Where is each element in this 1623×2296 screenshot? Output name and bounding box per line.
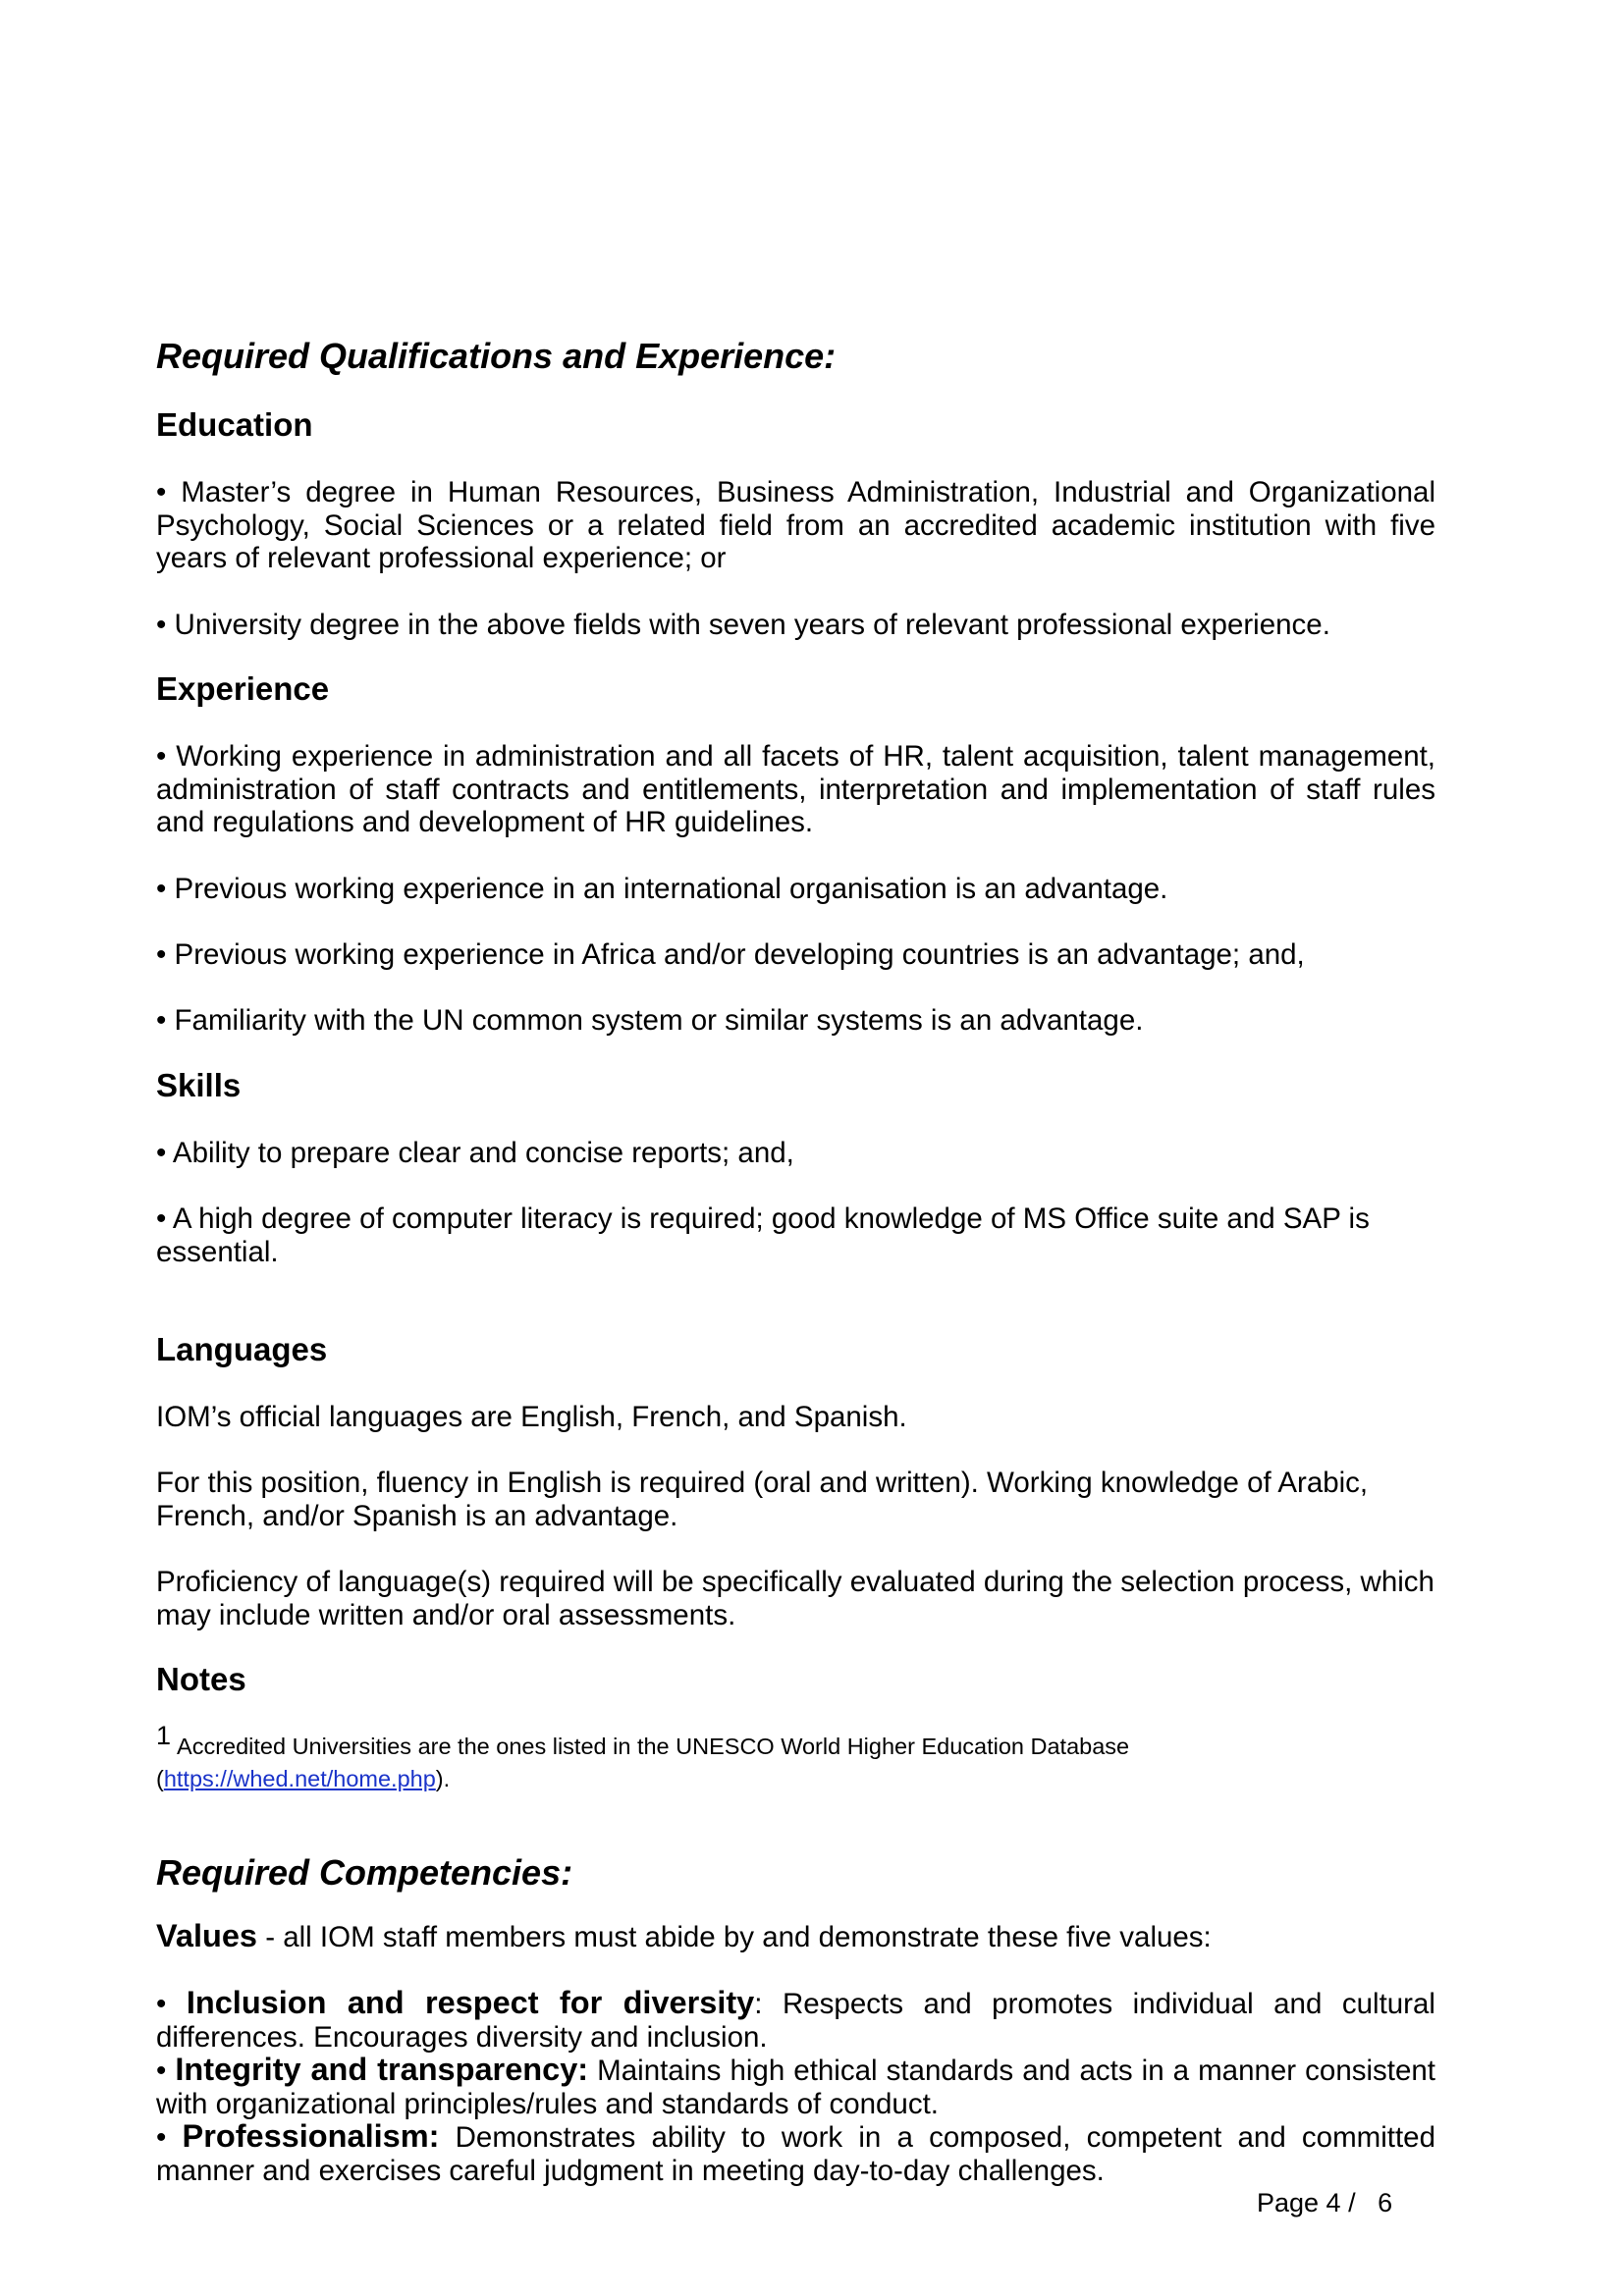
value-text: Maintains high ethical standards and acts in a manner consistent with organizational principles/rules and standards of conduct. — [156, 2055, 1435, 2120]
heading-languages: Languages — [156, 1331, 328, 1367]
heading-skills: Skills — [156, 1067, 242, 1103]
page-label: Page 4 / — [1257, 2188, 1356, 2217]
page-number — [1257, 2188, 1392, 2217]
page-total: 6 — [1378, 2188, 1393, 2217]
value-separator: : — [754, 1988, 783, 2020]
value-term: Inclusion and respect for diversity — [186, 1985, 755, 2020]
value-term: Integrity and transparency: — [175, 2052, 589, 2087]
skills-item: • A high degree of computer literacy is required; good knowledge of MS Office suite and SAP is essential. — [156, 1202, 1370, 1268]
values-intro-text: - all IOM staff members must abide by and demonstrate these five values: — [257, 1921, 1212, 1953]
values-heading: Values — [156, 1918, 257, 1953]
languages-item: IOM’s official languages are English, French, and Spanish. — [156, 1401, 907, 1433]
values-intro — [156, 1920, 1435, 1954]
skills-item: • Ability to prepare clear and concise reports; and, — [156, 1137, 794, 1169]
section-heading-qualifications: Required Qualifications and Experience: — [156, 336, 837, 376]
heading-experience: Experience — [156, 670, 330, 707]
whed-link[interactable]: https://whed.net/home.php — [163, 1766, 436, 1791]
education-item: • Master’s degree in Human Resources, Business Administration, Industrial and Organizational Psychology, Social Sciences or a related field from an accredited academic institution with five years of relevant professional experience; or — [156, 476, 1435, 574]
section-heading-competencies: Required Competencies: — [156, 1852, 573, 1893]
bullet: • — [156, 2121, 183, 2154]
value-item — [156, 1987, 1435, 2054]
footnote-link-open: ( — [156, 1766, 164, 1791]
footnote-link-close: ). — [435, 1766, 451, 1791]
education-item: • University degree in the above fields with seven years of relevant professional experience. — [156, 609, 1330, 641]
footnote-marker: 1 — [156, 1721, 172, 1750]
experience-item: • Familiarity with the UN common system or similar systems is an advantage. — [156, 1004, 1144, 1037]
value-text: Demonstrates ability to work in a composed, competent and committed manner and exercises careful judgment in meeting day-to-day challenges. — [156, 2121, 1435, 2187]
value-term: Professionalism: — [182, 2118, 440, 2154]
heading-notes: Notes — [156, 1661, 246, 1697]
bullet: • — [156, 2055, 176, 2087]
value-item — [156, 2120, 1435, 2187]
value-text: Respects and promotes individual and cultural differences. Encourages diversity and inclusion. — [156, 1988, 1435, 2054]
languages-item: For this position, fluency in English is required (oral and written). Working knowledge of Arabic, French, and/or Spanish is an advantage. — [156, 1467, 1369, 1532]
value-separator — [439, 2121, 455, 2154]
heading-education: Education — [156, 406, 313, 443]
experience-item: • Previous working experience in Africa and/or developing countries is an advantage; and, — [156, 938, 1305, 971]
bullet: • — [156, 1988, 187, 2020]
footnote-text: Accredited Universities are the ones listed in the UNESCO World Higher Education Database — [177, 1734, 1130, 1759]
experience-item: • Working experience in administration and all facets of HR, talent acquisition, talent management, administration of staff contracts and entitlements, interpretation and implementation of staff rules and regulations and development of HR guidelines. — [156, 740, 1435, 838]
values-list — [156, 1987, 1435, 2187]
value-separator — [588, 2055, 597, 2087]
languages-item: Proficiency of language(s) required will be specifically evaluated during the selection process, which may include written and/or oral assessments. — [156, 1566, 1434, 1631]
footnote — [156, 1720, 1435, 1795]
value-item — [156, 2054, 1435, 2120]
experience-item: • Previous working experience in an international organisation is an advantage. — [156, 873, 1168, 905]
